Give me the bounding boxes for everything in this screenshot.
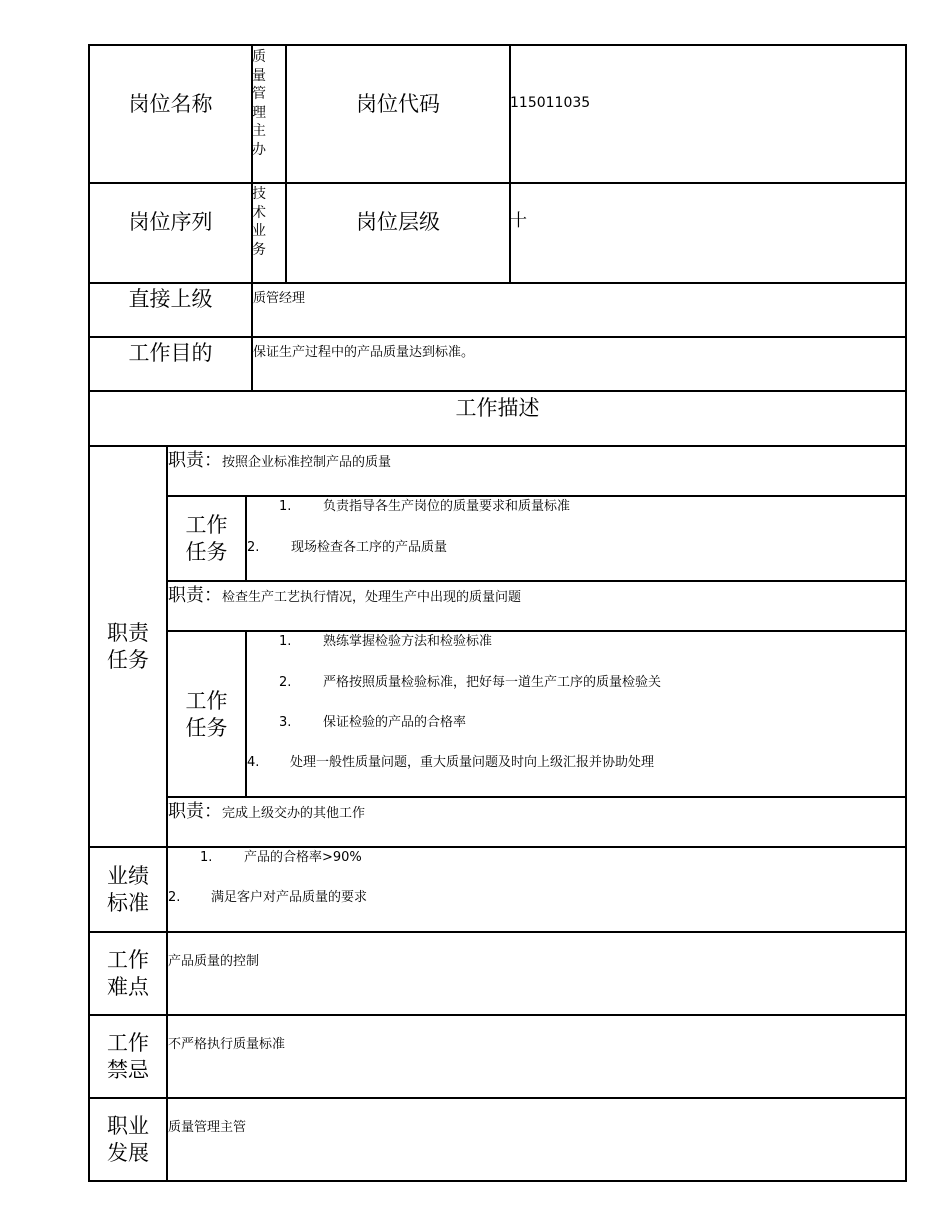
- duty-1: [168, 449, 898, 475]
- row-divider: [88, 182, 907, 184]
- purpose-label: 工作目的: [128, 341, 213, 365]
- task-item: [247, 538, 447, 558]
- task-item: [279, 673, 661, 693]
- career-value: 质量管理主管: [168, 1120, 247, 1135]
- task-num: 3.: [279, 715, 292, 730]
- task-text: 严格按照质量检验标准，把好每一道生产工序的质量检验关: [323, 675, 662, 690]
- task-num: 4.: [247, 755, 260, 770]
- task-num: 1.: [279, 634, 292, 649]
- taboo-value: 不严格执行质量标准: [168, 1037, 286, 1052]
- task-item: [279, 497, 570, 517]
- task-label: 工作任务: [185, 513, 228, 564]
- supervisor-label: 直接上级: [128, 287, 213, 311]
- duty-text: 完成上级交办的其他工作: [222, 806, 366, 821]
- row-divider: [166, 580, 907, 582]
- taboo-label: 工作禁忌: [107, 1030, 149, 1082]
- performance-item: [168, 888, 367, 908]
- task-text: 负责指导各生产岗位的质量要求和质量标准: [323, 499, 571, 514]
- col-divider: [509, 44, 511, 283]
- performance-num: 2.: [168, 890, 181, 905]
- performance-label: 业绩标准: [107, 863, 149, 915]
- difficulty-value: 产品质量的控制: [168, 954, 260, 969]
- position-name-label: 岗位名称: [128, 92, 213, 116]
- difficulty-label: 工作难点: [107, 947, 149, 999]
- performance-num: 1.: [200, 850, 213, 865]
- duty-text: 检查生产工艺执行情况，处理生产中出现的质量问题: [222, 590, 522, 605]
- border-right: [905, 44, 907, 1182]
- duty-prefix: 职责：: [168, 450, 222, 471]
- career-label: 职业发展: [107, 1113, 149, 1165]
- work-description-title: 工作描述: [455, 396, 540, 420]
- row-divider: [88, 336, 907, 338]
- duty-3: [168, 800, 898, 826]
- row-divider: [88, 390, 907, 392]
- position-level-label: 岗位层级: [356, 210, 440, 234]
- position-name-value: 质量管理主办: [252, 49, 266, 158]
- performance-text: 产品的合格率>90%: [244, 850, 362, 865]
- position-seq-label: 岗位序列: [128, 210, 213, 234]
- position-seq-value: 技术业务: [252, 186, 266, 258]
- task-label: 工作任务: [185, 688, 228, 740]
- duty-text: 按照企业标准控制产品的质量: [222, 455, 392, 470]
- row-divider: [88, 1014, 907, 1016]
- task-num: 2.: [247, 540, 260, 555]
- task-text: 熟练掌握检验方法和检验标准: [323, 634, 493, 649]
- task-num: 1.: [279, 499, 292, 514]
- task-text: 保证检验的产品的合格率: [323, 715, 467, 730]
- duty-2: [168, 584, 898, 610]
- task-text: 处理一般性质量问题，重大质量问题及时向上级汇报并协助处理: [290, 755, 655, 770]
- supervisor-value: 质管经理: [253, 291, 306, 306]
- duties-label: 职责任务: [107, 620, 149, 672]
- duty-prefix: 职责：: [168, 585, 222, 606]
- position-level-value: 十: [510, 211, 527, 231]
- task-item: [247, 753, 654, 773]
- row-divider: [88, 282, 907, 284]
- task-num: 2.: [279, 675, 292, 690]
- position-code-label: 岗位代码: [356, 92, 440, 116]
- border-top: [88, 44, 907, 46]
- row-divider: [88, 931, 907, 933]
- row-divider: [166, 630, 907, 632]
- duty-prefix: 职责：: [168, 801, 222, 822]
- row-divider: [88, 445, 907, 447]
- row-divider: [88, 1097, 907, 1099]
- task-item: [279, 632, 492, 652]
- performance-text: 满足客户对产品质量的要求: [211, 890, 368, 905]
- col-divider: [285, 44, 287, 283]
- performance-item: [200, 848, 362, 868]
- row-divider: [166, 796, 907, 798]
- position-code-value: 115011035: [510, 95, 591, 111]
- purpose-value: 保证生产过程中的产品质量达到标准。: [253, 345, 475, 360]
- border-bottom: [88, 1180, 907, 1182]
- task-item: [279, 713, 466, 733]
- task-text: 现场检查各工序的产品质量: [291, 540, 448, 555]
